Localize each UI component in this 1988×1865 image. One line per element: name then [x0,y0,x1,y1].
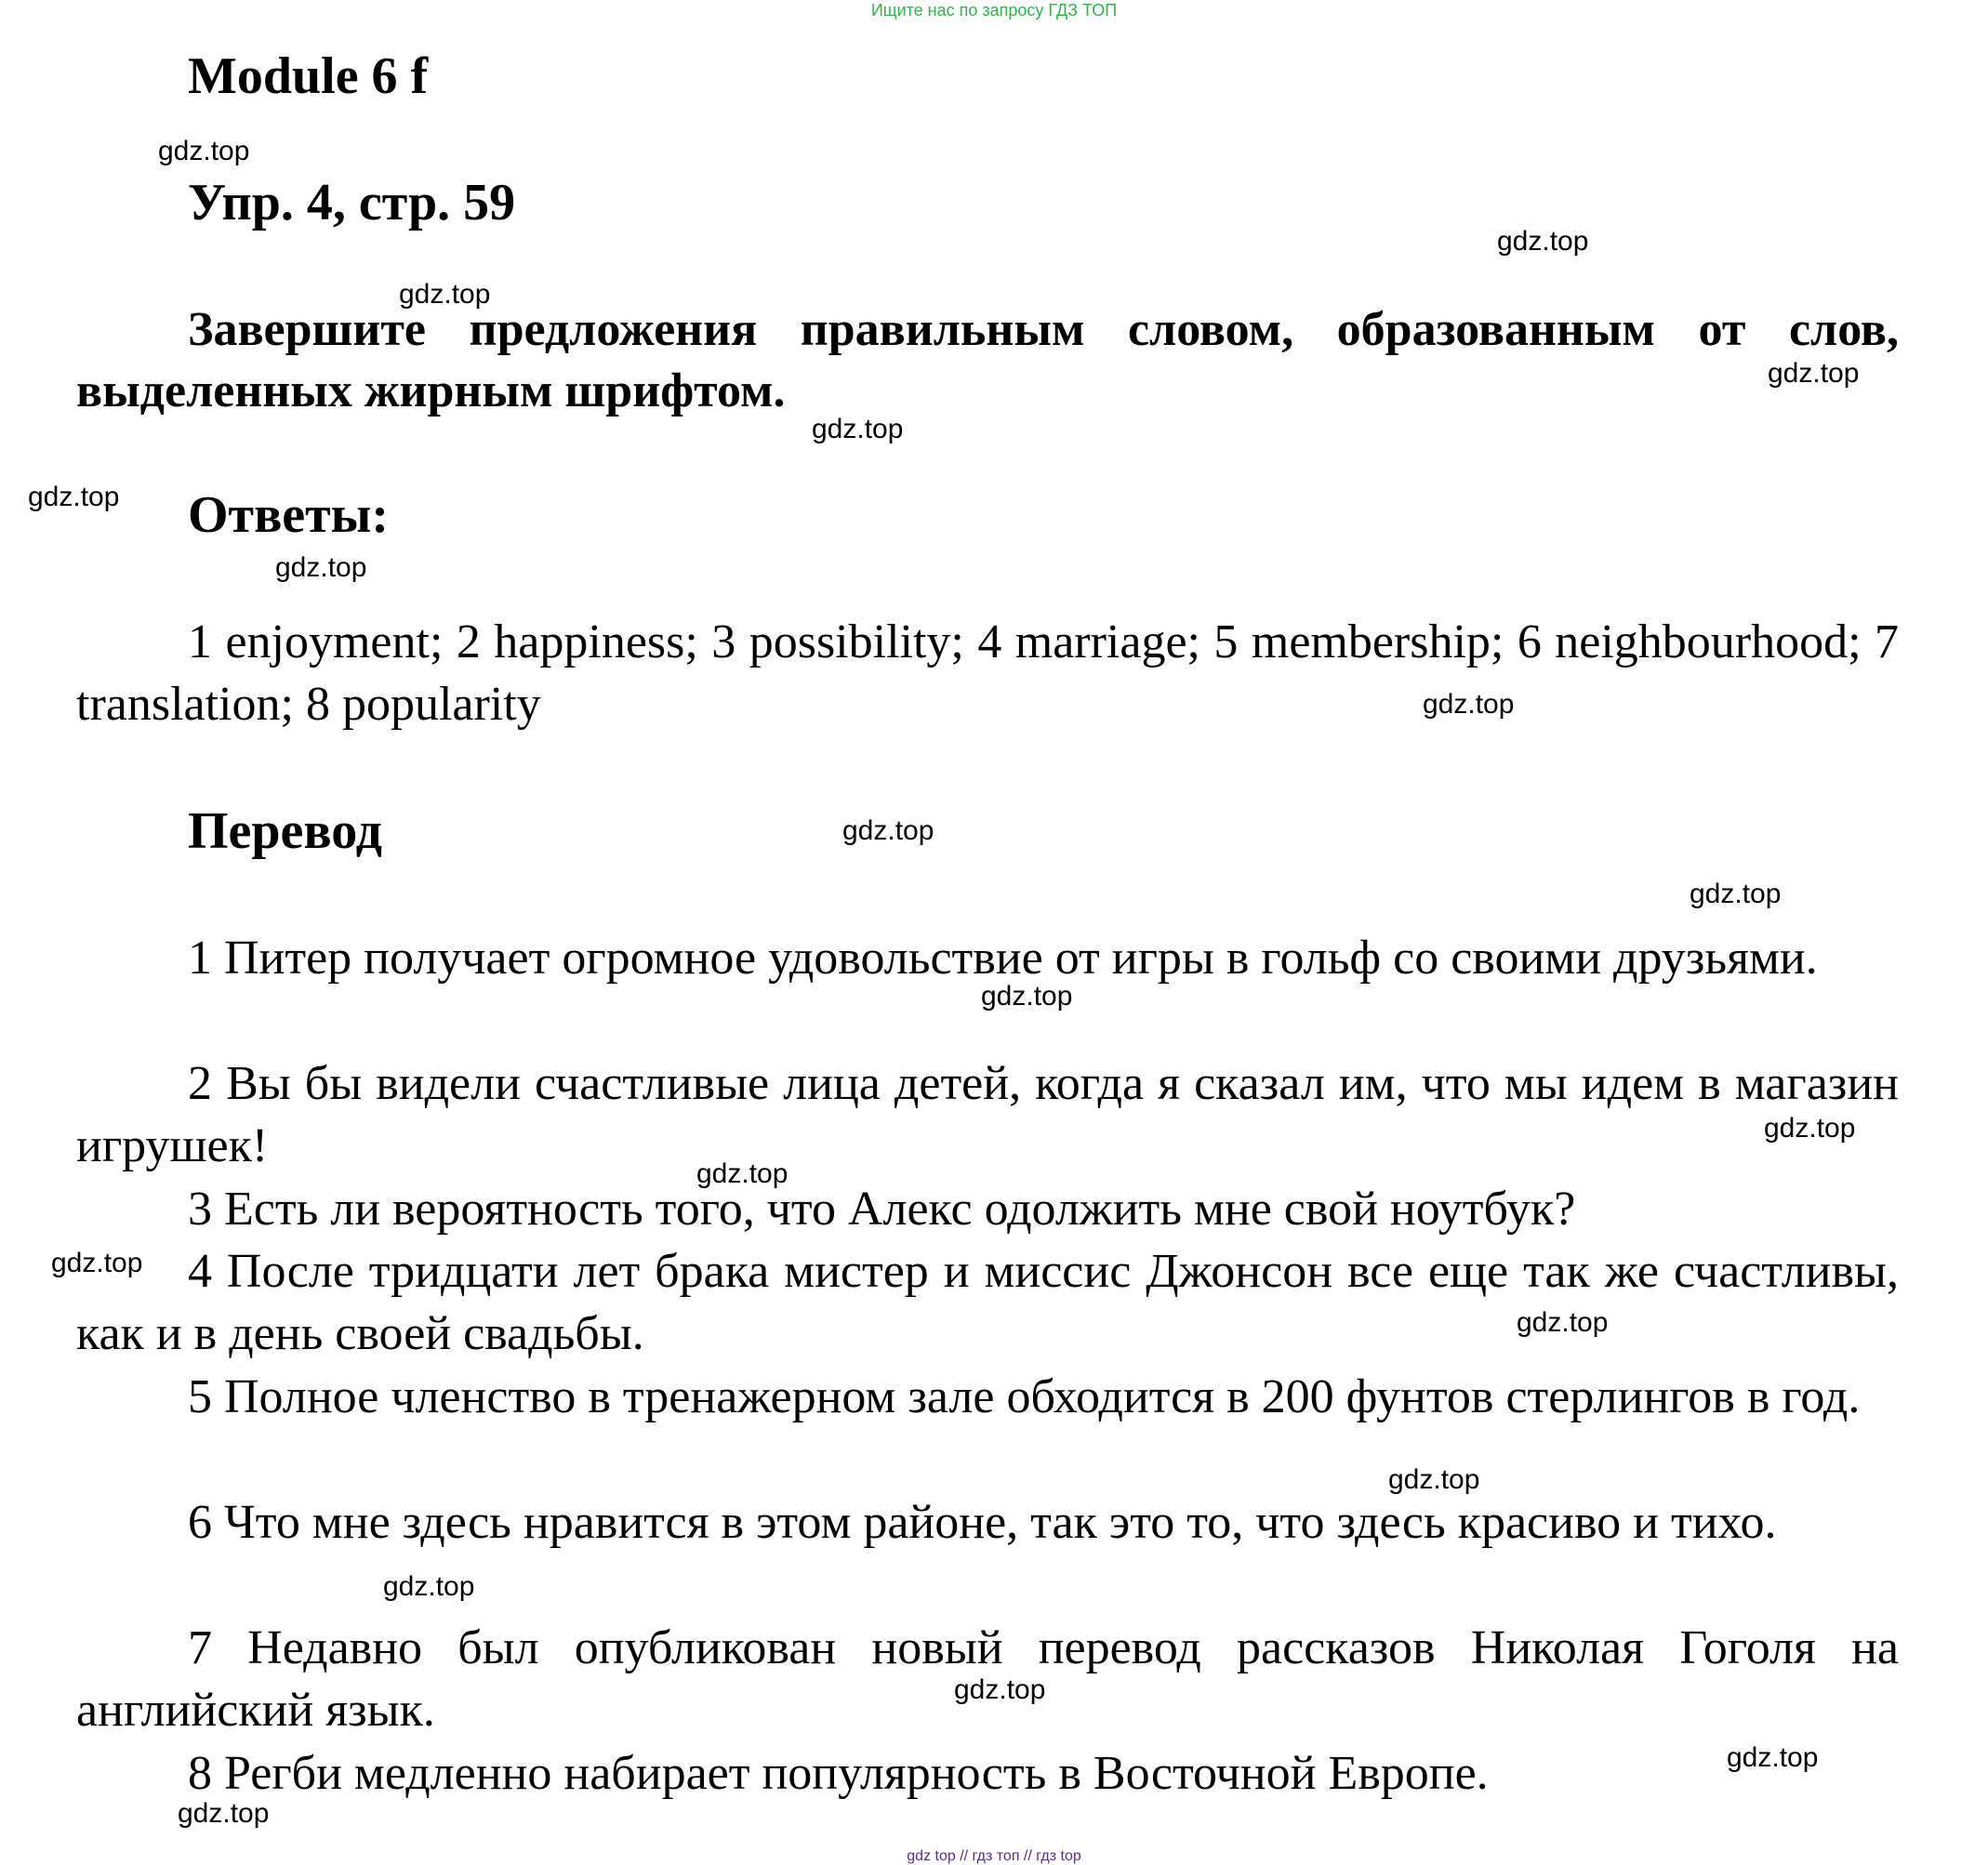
watermark: gdz.top [1764,1113,1856,1144]
watermark: gdz.top [158,136,250,166]
watermark: gdz.top [1497,226,1589,257]
translation-item: 4 После тридцати лет брака мистер и миссис Джонсон все еще так же счастливы, как и в день своей свадьбы. [76,1245,1899,1360]
watermark: gdz.top [1690,879,1782,909]
watermark: gdz.top [1768,358,1860,389]
instruction-text: Завершите предложения правильным словом, образованным от слов, выделенных жирным шрифтом. [76,303,1899,417]
watermark: gdz.top [954,1674,1046,1705]
watermark: gdz.top [842,815,934,846]
footer-text: gdz top // гдз топ // гдз top [907,1848,1081,1864]
watermark: gdz.top [1727,1742,1819,1773]
translation-item: 5 Полное членство в тренажерном зале обходится в 200 фунтов стерлингов в год. [188,1370,1861,1423]
translation-item: 6 Что мне здесь нравится в этом районе, так это то, что здесь красиво и тихо. [188,1496,1777,1549]
watermark: gdz.top [275,552,367,583]
watermark: gdz.top [1517,1307,1609,1338]
watermark: gdz.top [399,279,491,310]
watermark: gdz.top [1388,1464,1480,1495]
answers-heading: Ответы: [188,486,390,544]
watermark: gdz.top [28,482,120,512]
exercise-title: Упр. 4, стр. 59 [188,174,516,231]
watermark: gdz.top [696,1158,789,1189]
watermark: gdz.top [981,981,1073,1012]
watermark: gdz.top [51,1248,143,1278]
watermark: gdz.top [1423,689,1515,720]
watermark: gdz.top [383,1571,475,1602]
watermark: gdz.top [178,1798,270,1829]
top-banner: Ищите нас по запросу ГДЗ ТОП [870,1,1118,20]
answers-text: 1 enjoyment; 2 happiness; 3 possibility; 4 marriage; 5 membership; 6 neighbourhood; 7 translation; 8 popularity [76,615,1899,731]
translation-item: 8 Регби медленно набирает популярность в Восточной Европе. [188,1747,1489,1800]
translation-item: 3 Есть ли вероятность того, что Алекс одолжить мне свой ноутбук? [188,1183,1576,1236]
watermark: gdz.top [812,414,904,444]
translation-item: 7 Недавно был опубликован новый перевод рассказов Николая Гоголя на английский язык. [76,1621,1899,1737]
translation-item: 2 Вы бы видели счастливые лица детей, когда я сказал им, что мы идем в магазин игрушек! [76,1057,1899,1172]
module-title: Module 6 f [188,47,429,105]
translation-heading: Перевод [188,802,382,860]
translation-item: 1 Питер получает огромное удовольствие от игры в гольф со своими друзьями. [188,932,1818,985]
